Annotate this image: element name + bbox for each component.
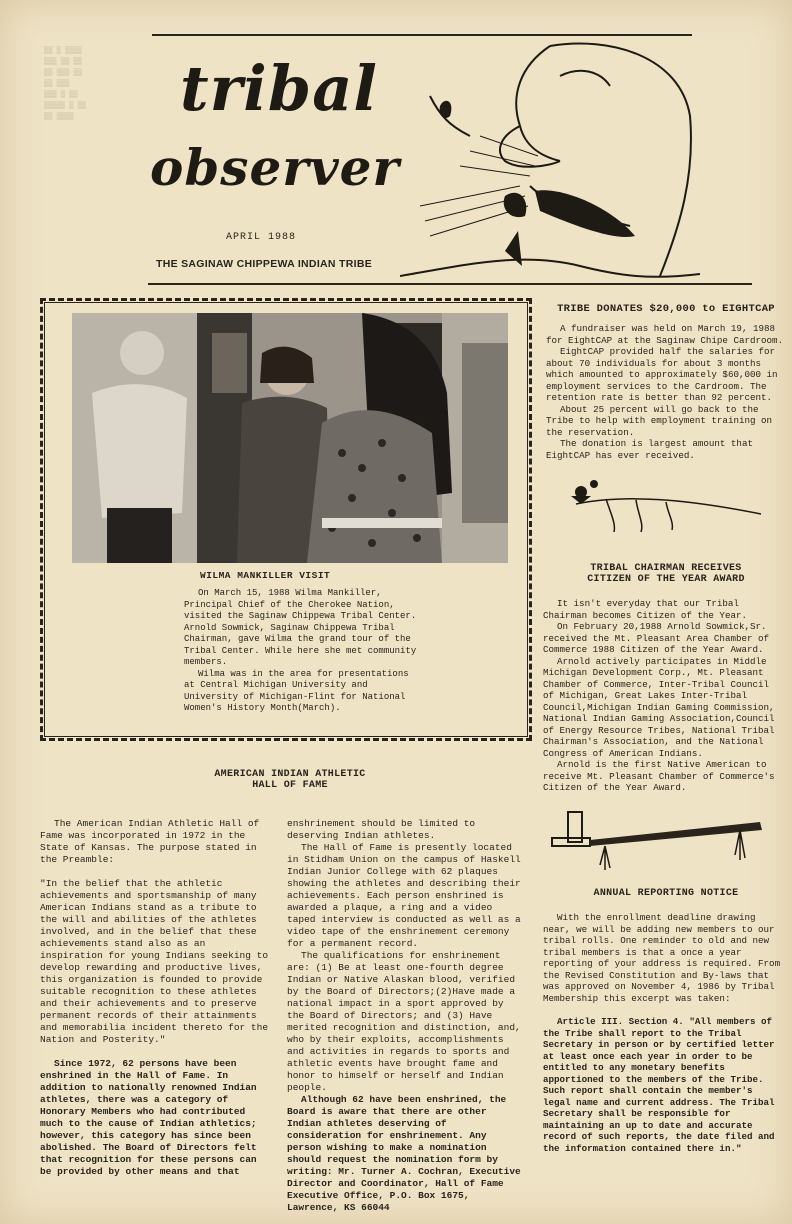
chairman-paragraph: Arnold is the first Native American to receive Mt. Pleasant Chamber of Commerce's Citizen of the Year Award. (543, 759, 775, 793)
hall-of-fame-headline-line1: AMERICAN INDIAN ATHLETIC (214, 769, 366, 780)
annual-paragraph: With the enrollment deadline drawing near, we will be adding new members to our tribal rolls. One reminder to old and new tribal members is that a once a year reporting of your address is required. From the Revised Constitution and By-laws that was approved on November 4, 1986 by Tribal Membership this excerpt was taken: (543, 912, 781, 1004)
hall-of-fame-paragraph: enshrinement should be limited to deserving Indian athletes. (287, 818, 476, 841)
tribe-name: THE SAGINAW CHIPPEWA INDIAN TRIBE (156, 258, 373, 270)
faint-margin-marks: ▒▒ ▒ ▒▒▒▒ ▒▒▒ ▒▒ ▒▒ ▒▒ ▒▒▒ ▒▒ ▒▒ ▒▒▒ ▒▒▒ ▒ ▒▒ ▒▒▒▒▒ ▒ ▒▒ ▒▒ ▒▒▒▒ (44, 47, 87, 121)
eightcap-paragraph: A fundraiser was held on March 19, 1988 for EightCAP at the Saginaw Chipe Cardroom. (546, 323, 784, 346)
hall-of-fame-headline (120, 769, 460, 791)
hall-of-fame-column2 (287, 818, 523, 1214)
chairman-paragraph: On February 20,1988 Arnold Sowmick,Sr. received the Mt. Pleasant Area Chamber of Commerce 1988 Citizen of the Year Award. (543, 621, 770, 655)
hall-of-fame-paragraph: The Hall of Fame is presently located in Stidham Union on the campus of Haskell Indian Junior College with 62 plaques showing the athletes and describing their achievements. Each person enshrined is awarded a plaque, a ring and a video taped interview is conducted as well as a video tape of the enshrinement ceremony for a permanent record. (287, 842, 521, 949)
eightcap-paragraph: The donation is largest amount that EightCAP has ever received. (546, 438, 753, 461)
eightcap-article (546, 323, 784, 461)
masthead-title-line2: observer (150, 138, 400, 197)
hall-of-fame-paragraph: Although 62 have been enshrined, the Board is aware that there are other Indian athletes deserving of consideration for enshrinement. Any person wishing to make a nomination should request the nomination form by writing: Mr. Turner A. Cochran, Executive Director and Coordinator, Hall of Fame Executive Office, P.O. Box 1675, Lawrence, KS 66044 (287, 1094, 521, 1213)
chairman-article (543, 598, 783, 794)
flower-branch-illustration (566, 474, 766, 534)
hall-of-fame-paragraph: The qualifications for enshrinement are: (1) Be at least one-fourth degree Indian or Native Alaskan blood, verified by the Board of Directors;(2)Have made a national impact in a sport approved by the Board of Directors; and (3) Have merited recognition and distinction, and, who by their exploits, accomplishments and activities in regards to sports and athletic events have brought fame and honor to himself or herself and Indian people. (287, 950, 521, 1093)
hall-of-fame-paragraph: "In the belief that the athletic achievements and sportsmanship of many American Indians stand as a tribute to the will and abilities of the athletes involved, and in the belief that these achievements stand also as an inspiration for young Indians seeking to develop rewarding and productive lives, this organization is founded to provide suitable recognition to these athletes and their achievements and to preserve permanent records of their attainments and memorabilia incident thereto for the Nation and Posterity." (40, 878, 269, 1045)
visit-photo (72, 313, 508, 563)
eightcap-headline: TRIBE DONATES $20,000 to EIGHTCAP (557, 303, 775, 315)
chairman-headline-line2: CITIZEN OF THE YEAR AWARD (587, 574, 745, 585)
photo-story-title: WILMA MANKILLER VISIT (200, 570, 331, 581)
eagle-head-illustration (400, 36, 700, 280)
peace-pipe-illustration (550, 810, 765, 885)
chairman-headline (546, 563, 786, 585)
photo-story-paragraph: On March 15, 1988 Wilma Mankiller, Principal Chief of the Cherokee Nation, visited the Saginaw Chippewa Tribal Center. Arnold Sowmick, Saginaw Chippewa Tribal Chairman, gave Wilma the grand tour of the Tribal Center. While here she met community members. (184, 588, 417, 667)
photo-story-paragraph: Wilma was in the area for presentations at Central Michigan University and University of Michigan-Flint for National Women's History Month(March). (184, 668, 409, 713)
hall-of-fame-paragraph: The American Indian Athletic Hall of Fame was incorporated in 1972 in the State of Kansas. The purpose stated in the Preamble: (40, 818, 260, 865)
annual-article (543, 912, 785, 1154)
annual-headline: ANNUAL REPORTING NOTICE (593, 888, 739, 899)
annual-paragraph: Article III. Section 4. "All members of the Tribe shall report to the Tribal Secretary in person or by certified letter at least once each year in order to be entitled to any monetary benefits apportioned to the members of the Tribe. Such report shall contain the member's legal name and current address. The Tribal Secretary shall be responsible for maintaining an up to date and accurate record of such reports, the date filed and the information contained there in." (543, 1016, 775, 1154)
masthead-title-line1: tribal (180, 52, 378, 125)
chairman-paragraph: It isn't everyday that our Tribal Chairman becomes Citizen of the Year. (543, 598, 747, 621)
hall-of-fame-paragraph: Since 1972, 62 persons have been enshrined in the Hall of Fame. In addition to nationally renowned Indian athletes, there was a category of Honorary Members who had contributed much to the cause of Indian athletics; however, this category has since been abolished. The Board of Directors felt that recognition for these persons can be provided by other means and that (40, 1058, 257, 1177)
chairman-headline-line1: TRIBAL CHAIRMAN RECEIVES (590, 563, 742, 574)
photo-story-caption (184, 588, 424, 715)
masthead-bottom-rule (148, 283, 752, 285)
issue-date: APRIL 1988 (226, 232, 297, 243)
eightcap-paragraph: EightCAP provided half the salaries for about 70 individuals for about 3 months which amounted to approximately $60,000 in employment services to the Cardroom. The retention rate is better than 92 percent. (546, 346, 778, 403)
hall-of-fame-column1 (40, 818, 272, 1178)
hall-of-fame-headline-line2: HALL OF FAME (252, 780, 328, 791)
chairman-paragraph: Arnold actively participates in Middle Michigan Development Corp., Mt. Pleasant Chamber of Commerce, Inter-Tribal Council of Michigan, Great Lakes Inter-Tribal Council,Michigan Indian Gaming Commission, National Indian Gaming Association,Council of Energy Resource Tribes, National Tribal Chairman's Association, and the National Congress of American Indians. (543, 655, 775, 759)
eightcap-paragraph: About 25 percent will go back to the Tribe to help with employment training on the reservation. (546, 403, 773, 438)
